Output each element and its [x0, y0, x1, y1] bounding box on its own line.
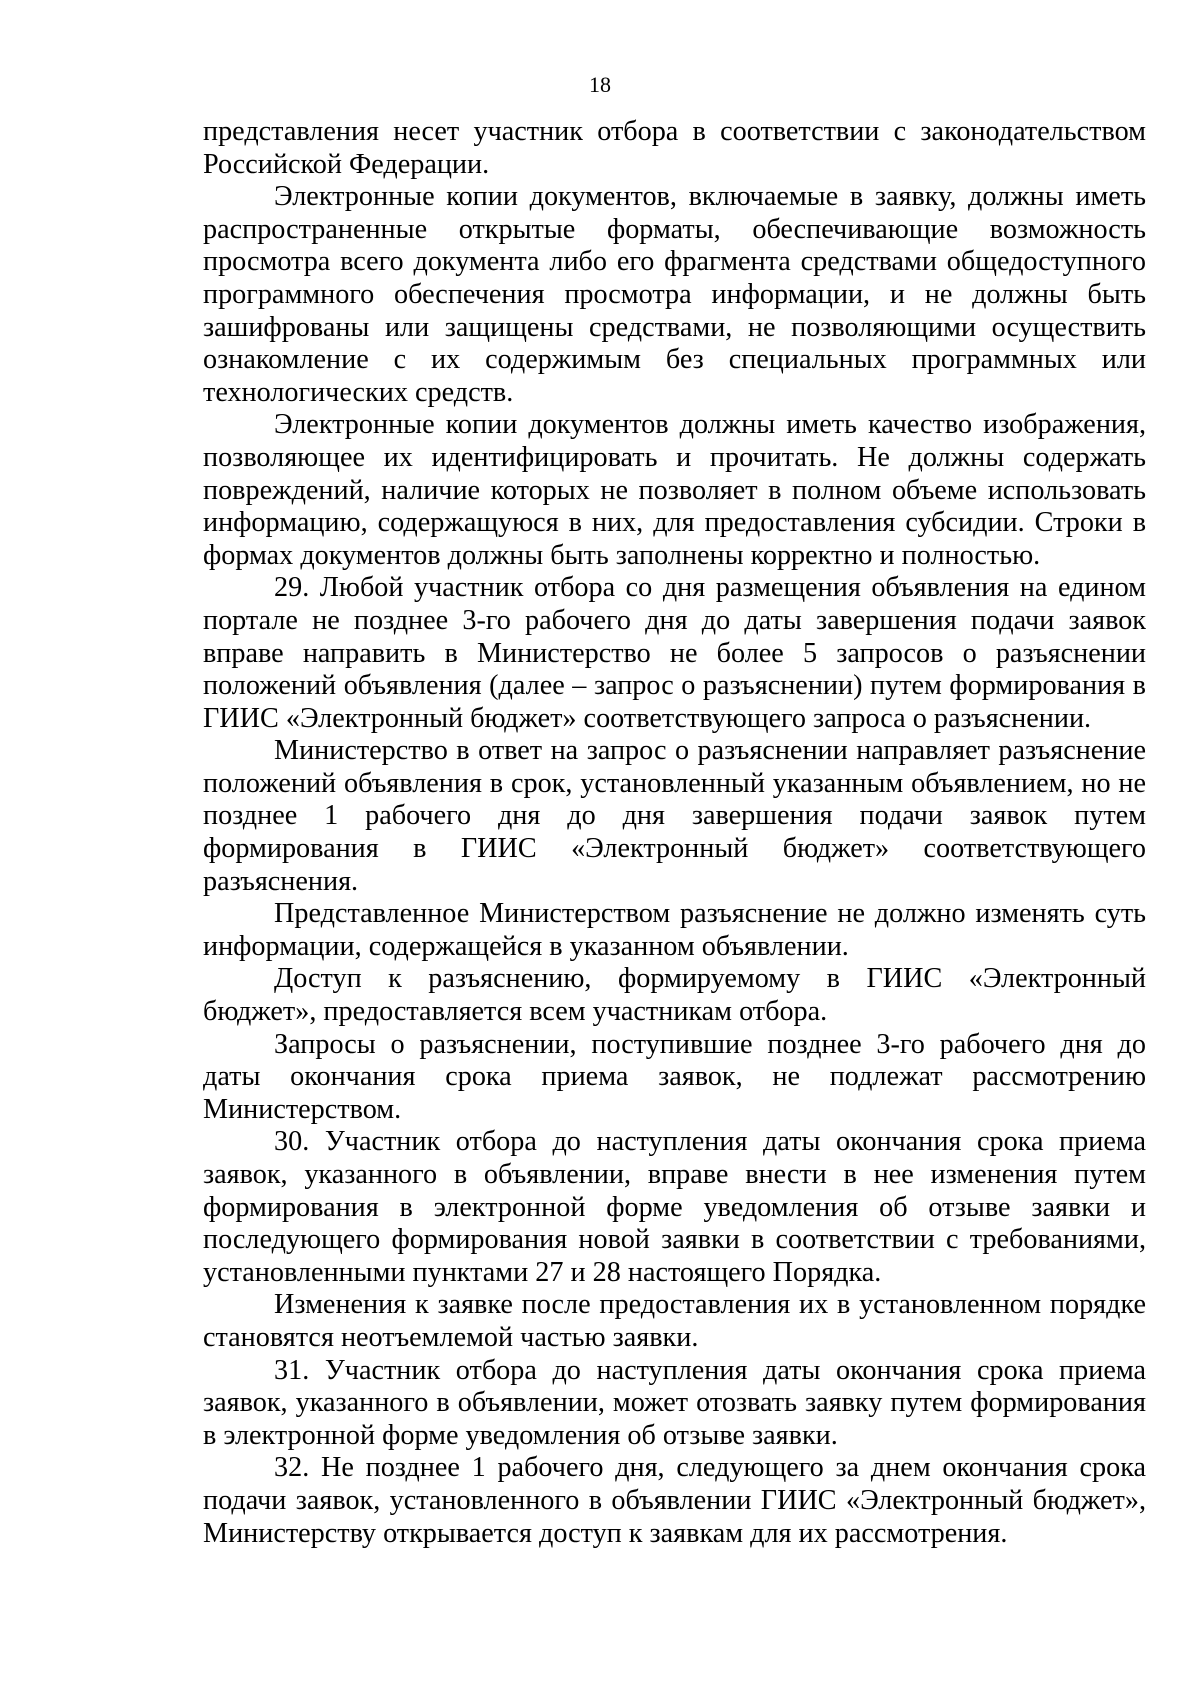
paragraph-electronic-copies-quality: Электронные копии документов должны иметь качество изображения, позволяющее их идентифицировать и прочитать. Не должны содержать повреждений, наличие которых не позволяет в полном объеме использовать информацию, содержащуюся в них, для предоставления субсидии. Строки в формах документов должны быть заполнены корректно и полностью. [203, 409, 1146, 571]
paragraph-clause-30: 30. Участник отбора до наступления даты окончания срока приема заявок, указанного в объявлении, вправе внести в нее изменения путем формирования в электронной форме уведомления об отзыве заявки и последующего формирования новой заявки в соответствии с требованиями, установленными пунктами 27 и 28 настоящего Порядка. [203, 1126, 1146, 1288]
page-number: 18 [589, 72, 611, 97]
paragraph-clarification-content: Представленное Министерством разъяснение не должно изменять суть информации, содержащейся в указанном объявлении. [203, 898, 1146, 962]
paragraph-late-requests: Запросы о разъяснении, поступившие позднее 3-го рабочего дня до даты окончания срока приема заявок, не подлежат рассмотрению Министерством. [203, 1028, 1146, 1125]
paragraph-ministry-response: Министерство в ответ на запрос о разъяснении направляет разъяснение положений объявления в срок, установленный указанным объявлением, но не позднее 1 рабочего дня до дня завершения подачи заявок путем формирования в ГИИС «Электронный бюджет» соответствующего разъяснения. [203, 735, 1146, 897]
paragraph-clause-31: 31. Участник отбора до наступления даты окончания срока приема заявок, указанного в объявлении, может отозвать заявку путем формирования в электронной форме уведомления об отзыве заявки. [203, 1354, 1146, 1451]
paragraph-clause-32: 32. Не позднее 1 рабочего дня, следующего за днем окончания срока подачи заявок, установленного в объявлении ГИИС «Электронный бюджет», Министерству открывается доступ к заявкам для их рассмотрения. [203, 1452, 1146, 1549]
paragraph-electronic-copies-formats: Электронные копии документов, включаемые в заявку, должны иметь распространенные открытые форматы, обеспечивающие возможность просмотра всего документа либо его фрагмента средствами общедоступного программного обеспечения просмотра информации, и не должны быть зашифрованы или защищены средствами, не позволяющими осуществить ознакомление с их содержимым без специальных программных или технологических средств. [203, 181, 1146, 408]
document-body [203, 116, 1146, 1550]
paragraph-clause-29: 29. Любой участник отбора со дня размещения объявления на едином портале не позднее 3-го рабочего дня до даты завершения подачи заявок вправе направить в Министерство не более 5 запросов о разъяснении положений объявления (далее – запрос о разъяснении) путем формирования в ГИИС «Электронный бюджет» соответствующего запроса о разъяснении. [203, 572, 1146, 734]
paragraph-changes-part-of-application: Изменения к заявке после предоставления их в установленном порядке становятся неотъемлемой частью заявки. [203, 1289, 1146, 1353]
paragraph-clarification-access: Доступ к разъяснению, формируемому в ГИИС «Электронный бюджет», предоставляется всем участникам отбора. [203, 963, 1146, 1028]
paragraph-continuation: представления несет участник отбора в соответствии с законодательством Российской Федерации. [203, 116, 1146, 180]
